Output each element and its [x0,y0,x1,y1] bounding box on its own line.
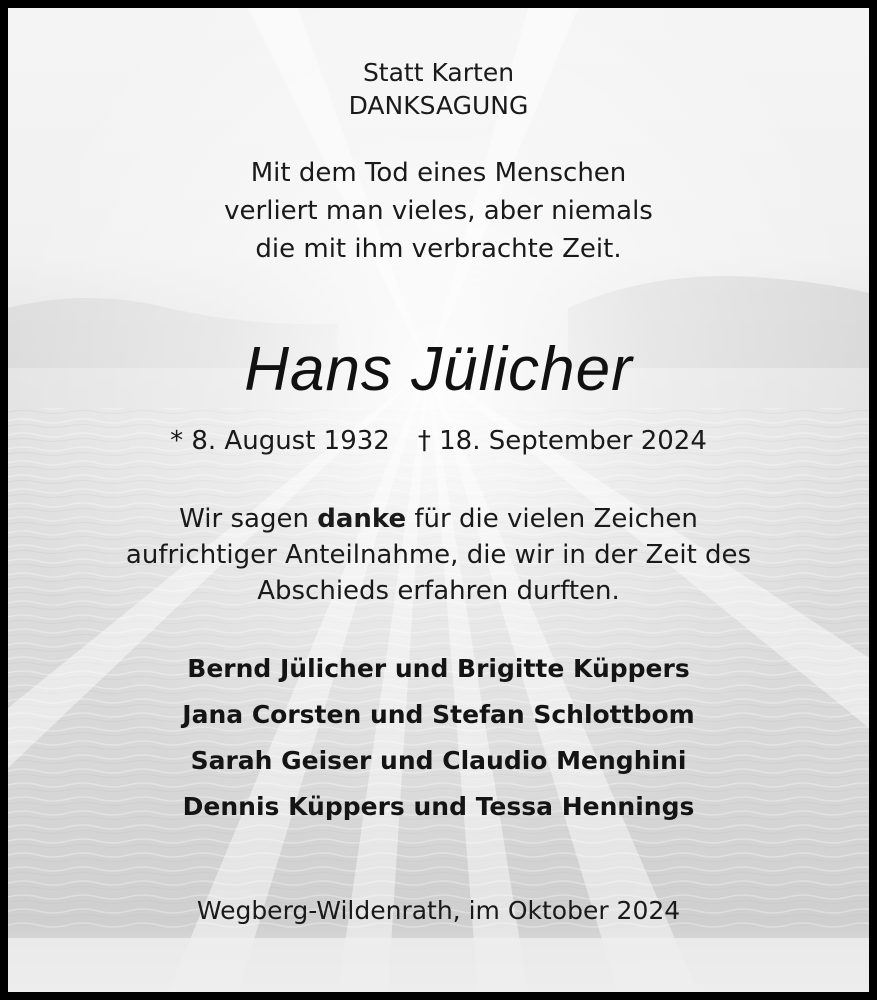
thanks-line-2: aufrichtiger Anteilnahme, die wir in der Zeit des [125,540,752,570]
statt-karten-label: Statt Karten [362,58,515,87]
place-and-date: Wegberg-Wildenrath, im Oktober 2024 [196,896,681,925]
quote-line-3: die mit ihm verbrachte Zeit. [255,234,622,264]
life-dates [8,426,869,456]
death-date: † 18. September 2024 [417,426,707,456]
thanks-line-1 [8,504,869,534]
quote-line-1: Mit dem Tod eines Menschen [250,158,627,188]
mourner-4: Dennis Küppers und Tessa Hennings [182,792,695,821]
thanks-line-3: Abschieds erfahren durften. [257,576,620,606]
mourner-1: Bernd Jülicher und Brigitte Küppers [187,654,690,683]
thanks-suffix: für die vielen Zeichen [406,504,698,534]
mourner-3: Sarah Geiser und Claudio Menghini [190,746,687,775]
thanks-emphasis: danke [317,504,407,534]
quote-line-2: verliert man vieles, aber niemals [224,196,653,226]
bottom-fade [8,938,869,992]
danksagung-heading: DANKSAGUNG [348,91,529,120]
birth-date: * 8. August 1932 [170,426,390,456]
deceased-name: Hans Jülicher [244,335,633,404]
thanks-prefix: Wir sagen [179,504,318,534]
sunrays-sea-background [8,8,869,992]
mourner-2: Jana Corsten und Stefan Schlottbom [182,700,695,729]
sun-glow [8,8,869,992]
